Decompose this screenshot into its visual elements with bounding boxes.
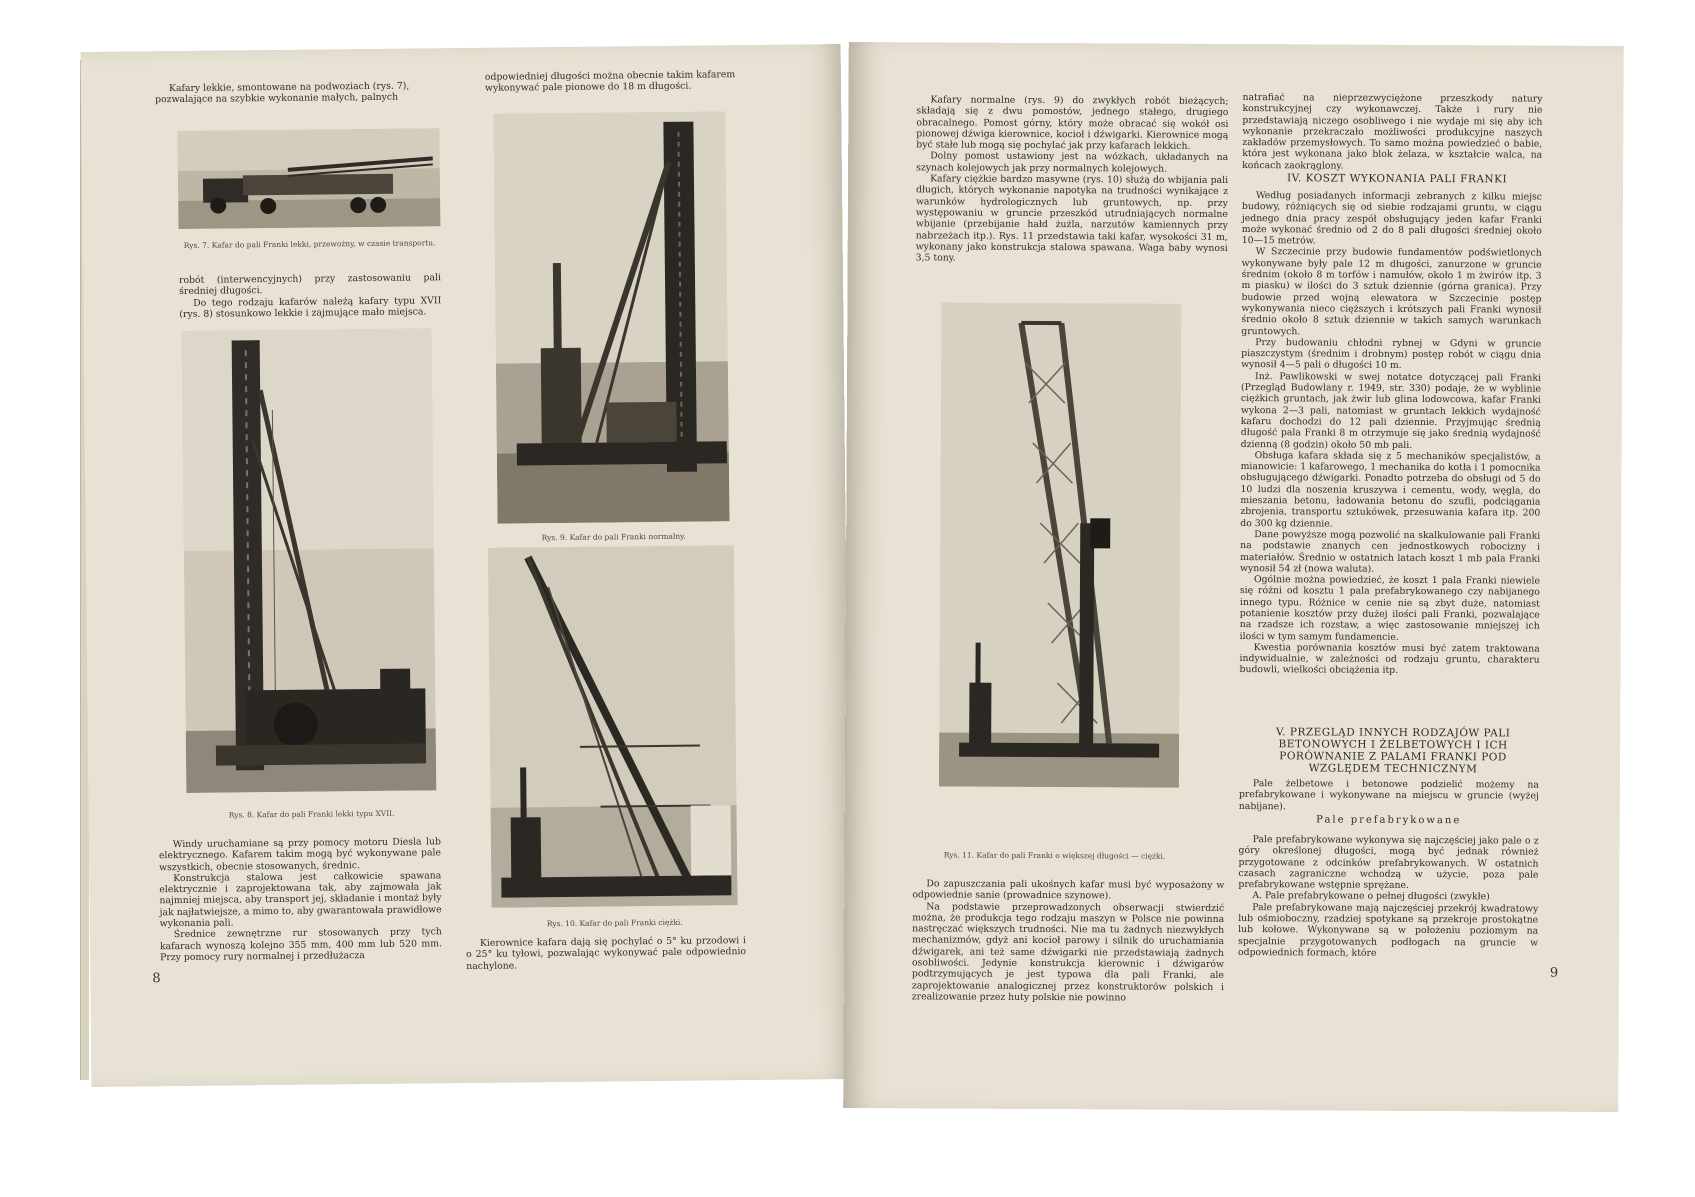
paragraph: Obsługa kafara składa się z 5 mechaników specjalistów, a mianowicie: 1 kafarowego, 1 mechanika do kotła i 1 pomocnika obsługującego dźwigarki. Ponadto potrzeba do obsługi od 5 do 10 ludzi dla noszenia kruszywa i cementu, wody, węgla, do mieszania betonu, ładowania betonu do szufli, podciągania zbrojenia, transportu sztukówek, przesuwania kafara itp. 200 do 300 kg dziennie.	[1240, 449, 1541, 530]
paragraph: Ogólnie można powiedzieć, że koszt 1 pala Franki niewiele się różni od kosztu 1 pala prefabrykowanego czy nabijanego innego typu. Różnice w cenie nie są zbyt duże, natomiast potanienie kosztów przy dużej ilości pali Franki, pozwalające na rzadsze ich rozstaw, a więc zastosowanie mniejszej ich ilości w tym samym fundamencie.	[1239, 574, 1541, 643]
paragraph: Kafary normalne (rys. 9) do zwykłych robót bieżących; składają się z dwu pomostów, jednego stałego, drugiego obracalnego. Pomost górny, który może obracać się wokół osi pionowej dźwiga kierownice, kocioł i dźwigarki. Kierownice mogą być stałe lub mogą się pochylać jak przy kafarach lekkich.	[916, 94, 1229, 152]
left-intro-col1	[155, 80, 445, 106]
paragraph: Windy uruchamiane są przy pomocy motoru Diesla lub elektrycznego. Kafarem takim mogą być wykonywane pale wszystkich, obecnie stosowanych, średnic.	[158, 836, 442, 873]
paragraph: Kafary lekkie, smontowane na podwoziach (rys. 7), pozwalające na szybkie wykonanie małych, palnych	[155, 80, 410, 106]
page-number-right: 9	[1549, 965, 1559, 981]
right-col2-top	[1242, 92, 1542, 173]
fig9-photo-normal-pile-driver	[493, 111, 729, 523]
left-intro-col2	[485, 69, 775, 95]
right-col1-top	[916, 94, 1229, 265]
paragraph: Pale żelbetowe i betonowe podzielić możemy na prefabrykowane i wykonywane na miejscu w gruncie (wyżej nabijane).	[1238, 778, 1539, 812]
paragraph: Kwestia porównania kosztów musi być zatem traktowana indywidualnie, w zależności od rodzaju gruntu, charakteru budowli, wielkości obciążenia itp.	[1239, 641, 1540, 677]
paragraph: Kierownice kafara dają się pochylać o 5° ku przodowi i o 25° ku tyłowi, pozwalając wykonywać pale odpowiednio nachylone.	[466, 935, 747, 972]
paragraph: Inż. Pawlikowski w swej notatce dotyczącej pali Franki (Przegląd Budowlany r. 1949, str. 330) podaje, że w wyblinie ciężkich gruntach, jak żwir lub glina lodowcowa, kafar Franki wykona 2—3 pali, natomiast w gruntach lekkich wydajność kafaru dochodzi do 12 pali dziennie. Przyjmując średnią długość pala Franki 8 m otrzymuje się jako średnią wydajność dzienną (8 godzin) około 50 mb pali.	[1240, 370, 1542, 451]
fig10-caption: Rys. 10. Kafar do pali Franki ciężki.	[546, 917, 683, 929]
section5-intro	[1239, 778, 1539, 813]
paragraph: Do zapuszczania pali ukośnych kafar musi być wyposażony w odpowiednie sanie (prowadnice szynowe).	[912, 878, 1225, 902]
section4-title: IV. KOSZT WYKONANIA PALI FRANKI	[1287, 172, 1508, 186]
fig11-photo-tall-pile-driver	[939, 302, 1182, 787]
left-text-after-fig7	[179, 272, 441, 320]
paragraph: Kafary ciężkie bardzo masywne (rys. 10) służą do wbijania pali długich, których wykonanie napotyka na trudności wynikające z warunków hydrologicznych lub gruntowych, np. przy występowaniu w gruncie przeszkód utrudniających normalne wbijanie (przebijanie hałd żużla, narzutów kamiennych przy nabrzeżach itp.). Rys. 11 przedstawia taki kafar, wysokości 31 m, wykonany jako konstrukcja stalowa spawana. Waga baby wynosi 3,5 tony.	[915, 173, 1229, 264]
paragraph: A. Pale prefabrykowane o pełnej długości (zwykłe)	[1252, 890, 1490, 903]
fig8-caption: Rys. 8. Kafar do pali Franki lekki typu XVII.	[228, 808, 395, 820]
paragraph: odpowiedniej długości można obecnie takim kafarem wykonywać pale pionowe do 18 m długości.	[484, 69, 736, 95]
paragraph: Przy budowaniu chłodni rybnej w Gdyni w gruncie piaszczystym (średnim i drobnym) postęp robót w ciągu dnia wynosił 4—5 pali o długości 10 m.	[1241, 336, 1542, 372]
subsection-title: Pale prefabrykowane	[1316, 814, 1462, 827]
fig8-photo-light-pile-driver	[182, 328, 437, 793]
fig11-caption: Rys. 11. Kafar do pali Franki o większej długości — ciężki.	[943, 850, 1166, 861]
right-col1-bottom	[912, 878, 1225, 1004]
paragraph: Pale prefabrykowane mają najczęściej przekrój kwadratowy lub ośmioboczny, rzadziej spotykane są przekroje prostokątne lub kołowe. Wykonywane są w położeniu poziomym na specjalnie przygotowanych podłogach na gruncie w odpowiednich formach, które	[1238, 901, 1539, 959]
paragraph: Do tego rodzaju kafarów należą kafary typu XVII (rys. 8) stosunkowo lekkie i zajmujące mało miejsca.	[179, 294, 442, 320]
right-page	[843, 42, 1624, 1112]
fig7-caption: Rys. 7. Kafar do pali Franki lekki, przewożny, w czasie transportu.	[183, 238, 436, 250]
paragraph: Średnice zewnętrzne rur stosowanych przy tych kafarach wynoszą kolejno 355 mm, 400 mm lub 520 mm. Przy pomocy rury normalnej i przedłużacza	[159, 926, 443, 964]
fig9-caption: Rys. 9. Kafar do pali Franki normalny.	[541, 531, 686, 543]
left-text-col2-bottom	[466, 935, 746, 972]
fig7-photo-truck-pile-driver	[177, 128, 440, 229]
paragraph: Dolny pomost ustawiony jest na wózkach, układanych na szynach kolejowych jak przy normalnych kolejowych.	[916, 150, 1229, 175]
subsection-text	[1238, 834, 1539, 960]
paragraph: W Szczecinie przy budowie fundamentów podświetlonych wykonywane były pale 12 m długości, zanurzone w gruncie średnim (około 8 m torfów i namułów, około 1 m żwirów itp. 3 m piasku) w ilości do 3 sztuk dziennie (górna granica). Przy budowie przed wojną elewatora w Szczecinie postęp wykonywania nieco cięższych i krótszych pali Franki wynosił średnio około 8 sztuk dziennie w takich samych warunkach gruntowych.	[1241, 246, 1542, 337]
paragraph: robót (interwencyjnych) przy zastosowaniu pali średniej długości.	[178, 272, 442, 298]
paragraph: Dane powyższe mogą pozwolić na skalkulowanie pali Franki na podstawie znanych cen jednostkowych robocizny i materiałów. Średnio w ostatnich latach koszt 1 mb pala Franki wynosił 54 zł (nowa waluta).	[1240, 529, 1541, 575]
paragraph: Według posiadanych informacji zebranych z kilku miejsc budowy, różniących się od siebie rodzajami gruntu, w ciągu jednego dnia pracy zespół obsługujący jeden kafar Franki może wykonać średnio od 2 do 8 pali długości średniej około 10—15 metrów.	[1241, 190, 1543, 247]
section4-text	[1239, 190, 1542, 677]
paragraph: Na podstawie przeprowadzonych obserwacji stwierdzić można, że produkcja tego rodzaju maszyn w Polsce nie powinna nastręczać większych trudności. Nie ma tu żadnych niezwykłych mechanizmów, gdyż ani kocioł parowy i silnik do uruchamiania dźwigarek, ani też same dźwigarki nie przedstawiają żadnych osobliwości. Jedynie konstrukcja kierownic i dźwigarów podtrzymujących je jest typowa dla pali Franki, ale zaprojektowanie analogicznej przez konstruktorów polskich i zrealizowanie przez huty polskie nie powinno	[911, 900, 1225, 1004]
page-number-left: 8	[152, 971, 161, 987]
fig10-photo-heavy-pile-driver	[488, 545, 738, 908]
paragraph: natrafiać na nieprzezwyciężone przeszkody natury konstrukcyjnej czy wykonawczej. Także i rury nie przedstawiają niczego osobliwego i nie wydaje mi się aby ich wykonanie przekraczało możliwości produkcyjne naszych zakładów przemysłowych. To samo można powiedzieć o babie, która jest wykonana jako blok żelaza, w kształcie walca, na końcach zaokrąglony.	[1242, 92, 1543, 172]
paragraph: Konstrukcja stalowa jest całkowicie spawana elektrycznie i zaprojektowana tak, aby zajmowała jak najmniej miejsca, aby transport jej, składanie i montaż były jak najłatwiejsze, a mimo to, aby gwarantowała prawidłowe wykonania pali.	[159, 870, 442, 930]
left-page	[81, 44, 852, 1087]
section5-title: V. PRZEGLĄD INNYCH RODZAJÓW PALI BETONOWYCH I ŻELBETOWYCH I ICH PORÓWNANIE Z PALAMI FRANKI POD WZGLĘDEM TECHNICZNYM	[1275, 726, 1511, 776]
paragraph: Pale prefabrykowane wykonywa się najczęściej jako pale o z góry określonej długości, mogą być jednak również przygotowane z odcinków prefabrykowanych. W ostatnich czasach zagraniczne wchodzą w użycie, poza pale prefabrykowane wstępnie sprężane.	[1238, 834, 1539, 892]
left-text-bottom	[159, 836, 442, 963]
